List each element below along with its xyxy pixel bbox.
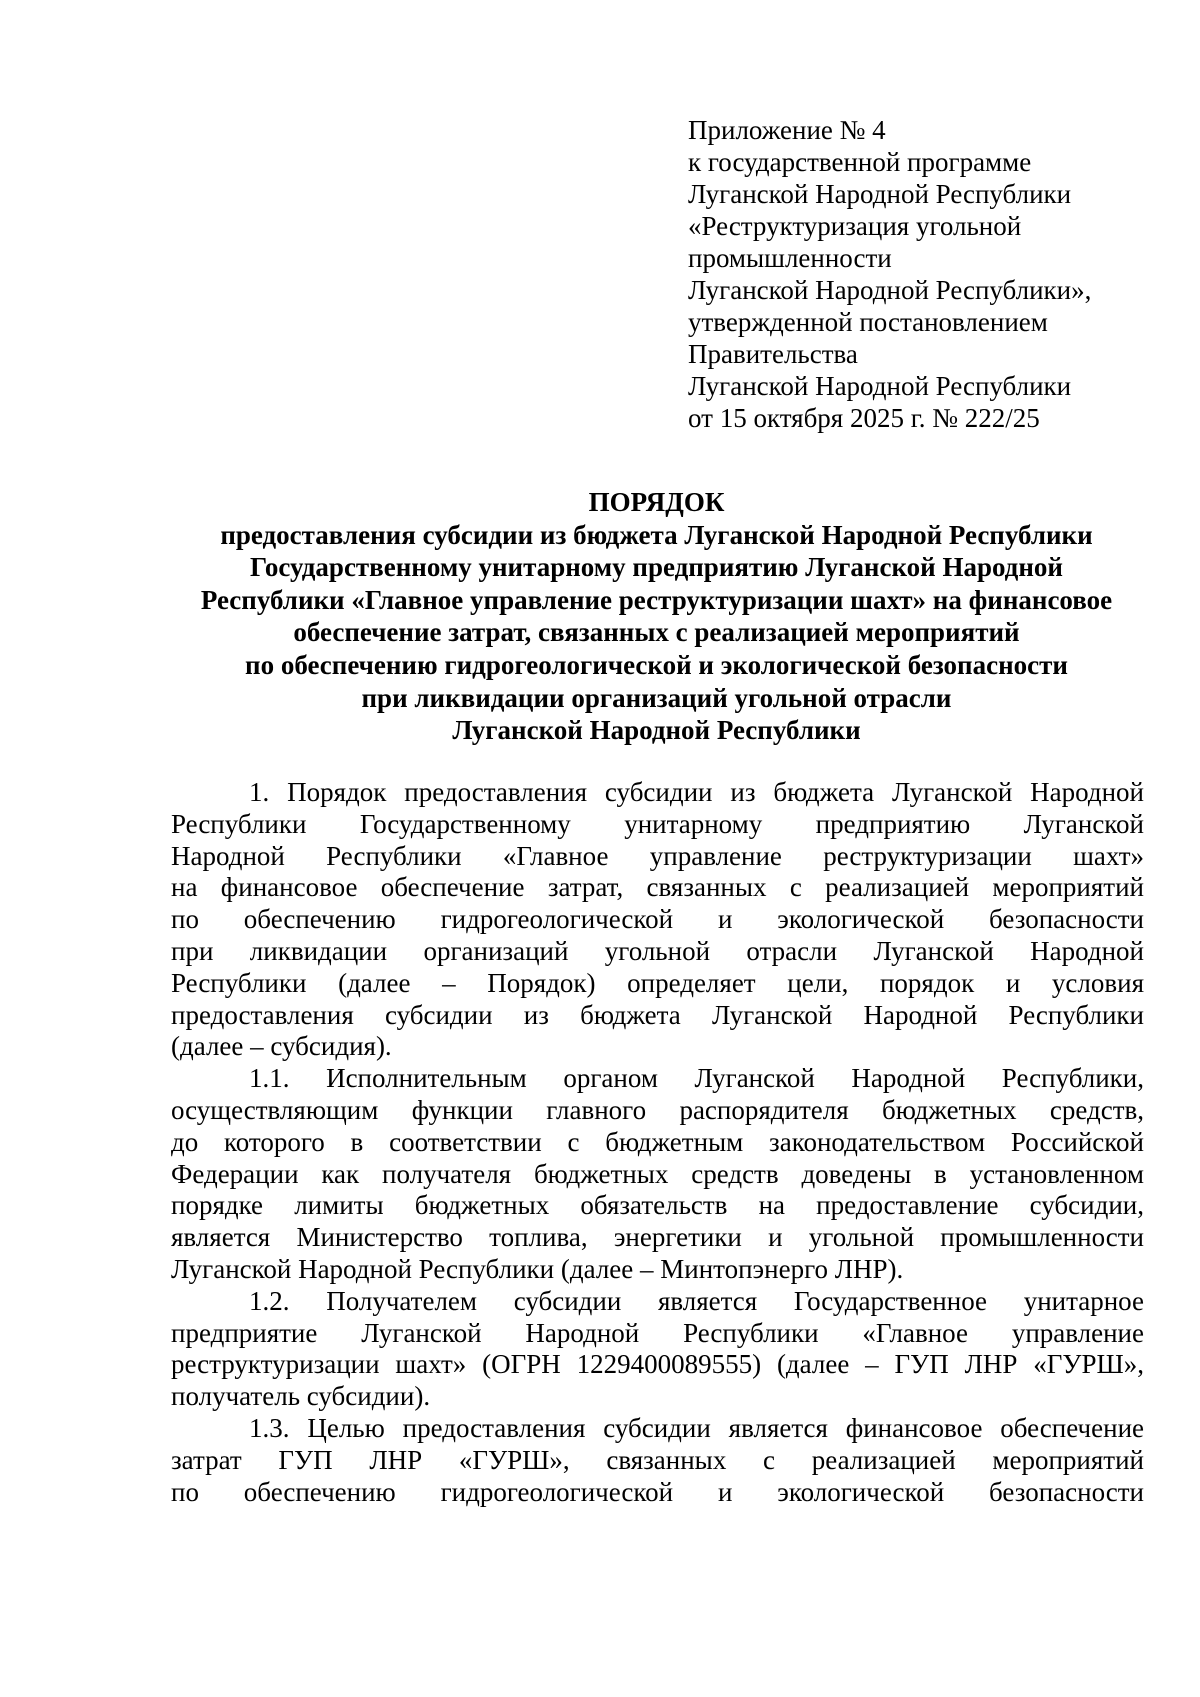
paragraph-line: получатель субсидии).: [171, 1381, 431, 1412]
title-line: при ликвидации организаций угольной отрасли: [361, 682, 952, 713]
appendix-line: от 15 октября 2025 г. № 222/25: [688, 403, 1040, 433]
title-line: Государственному унитарному предприятию Луганской Народной: [250, 552, 1063, 583]
paragraph-line: при ликвидации организаций угольной отрасли Луганской Народной: [171, 935, 1144, 966]
title-line: обеспечение затрат, связанных с реализацией мероприятий: [293, 617, 1020, 648]
appendix-line: Луганской Народной Республики: [688, 179, 1072, 209]
paragraph-1-1: [171, 1063, 1144, 1286]
appendix-block: [688, 114, 1168, 434]
document-title: [160, 486, 1153, 747]
paragraph-1-3: [171, 1413, 1144, 1508]
title-heading: ПОРЯДОК: [588, 487, 725, 517]
paragraph-line: Республики (далее – Порядок) определяет цели, порядок и условия: [171, 967, 1144, 998]
paragraph-line: 1. Порядок предоставления субсидии из бюджета Луганской Народной: [249, 777, 1144, 807]
paragraph-line: 1.1. Исполнительным органом Луганской Народной Республики,: [249, 1063, 1144, 1094]
appendix-line: Луганской Народной Республики: [688, 371, 1072, 401]
paragraph-line: предоставления субсидии из бюджета Луганской Народной Республики: [171, 999, 1144, 1030]
paragraph-line: Луганской Народной Республики (далее – Минтопэнерго ЛНР).: [171, 1253, 904, 1284]
document-body: [171, 777, 1144, 1508]
appendix-line: Приложение № 4: [688, 115, 886, 145]
appendix-line: промышленности: [688, 243, 892, 273]
title-line: по обеспечению гидрогеологической и экологической безопасности: [245, 649, 1068, 680]
paragraph-line: 1.2. Получателем субсидии является Государственное унитарное: [249, 1285, 1144, 1316]
paragraph-1: [171, 777, 1144, 1063]
paragraph-line: (далее – субсидия).: [171, 1031, 392, 1062]
paragraph-line: предприятие Луганской Народной Республики «Главное управление: [171, 1317, 1144, 1348]
paragraph-line: порядке лимиты бюджетных обязательств на предоставление субсидии,: [171, 1190, 1144, 1221]
title-line: Республики «Главное управление реструктуризации шахт» на финансовое: [200, 584, 1113, 615]
paragraph-1-2: [171, 1286, 1144, 1413]
title-line: Луганской Народной Республики: [452, 715, 861, 746]
appendix-line: Луганской Народной Республики»,: [688, 275, 1092, 305]
paragraph-line: по обеспечению гидрогеологической и экологической безопасности: [171, 1476, 1144, 1507]
paragraph-line: Народной Республики «Главное управление реструктуризации шахт»: [171, 840, 1144, 871]
appendix-line: Правительства: [688, 339, 858, 369]
paragraph-line: Федерации как получателя бюджетных средств доведены в установленном: [171, 1158, 1144, 1189]
appendix-line: утвержденной постановлением: [688, 307, 1048, 337]
paragraph-line: осуществляющим функции главного распорядителя бюджетных средств,: [171, 1094, 1144, 1125]
appendix-line: «Реструктуризация угольной: [688, 211, 1022, 241]
appendix-line: к государственной программе: [688, 147, 1032, 177]
title-line: предоставления субсидии из бюджета Луганской Народной Республики: [220, 519, 1093, 550]
paragraph-line: реструктуризации шахт» (ОГРН 1229400089555) (далее – ГУП ЛНР «ГУРШ»,: [171, 1349, 1144, 1380]
paragraph-line: 1.3. Целью предоставления субсидии является финансовое обеспечение: [249, 1412, 1144, 1443]
paragraph-line: является Министерство топлива, энергетики и угольной промышленности: [171, 1222, 1144, 1253]
paragraph-line: затрат ГУП ЛНР «ГУРШ», связанных с реализацией мероприятий: [171, 1444, 1144, 1475]
paragraph-line: по обеспечению гидрогеологической и экологической безопасности: [171, 904, 1144, 935]
paragraph-line: на финансовое обеспечение затрат, связанных с реализацией мероприятий: [171, 872, 1144, 903]
paragraph-line: до которого в соответствии с бюджетным законодательством Российской: [171, 1126, 1144, 1157]
paragraph-line: Республики Государственному унитарному предприятию Луганской: [171, 808, 1144, 839]
